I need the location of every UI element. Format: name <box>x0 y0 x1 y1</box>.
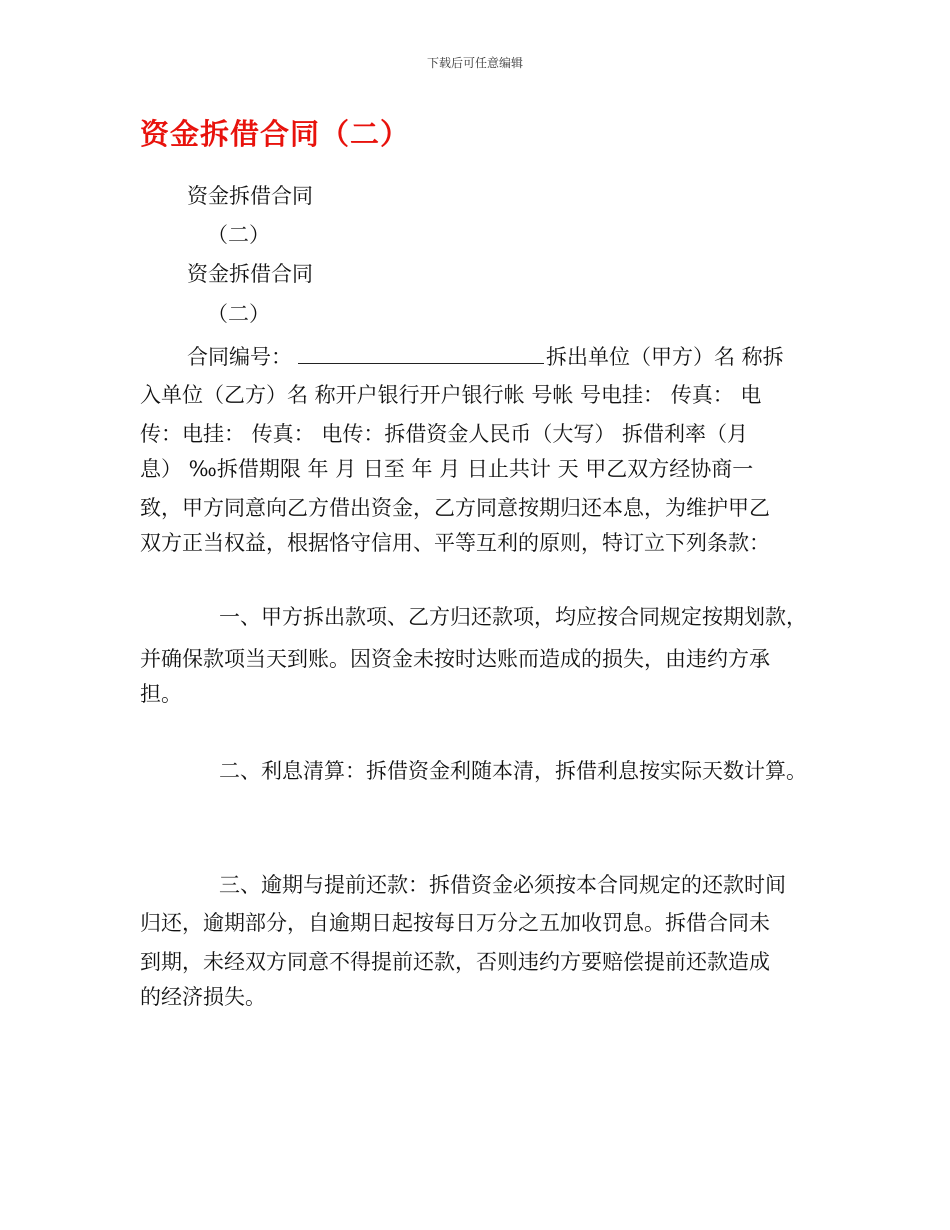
intro-line-2: 入单位（乙方）名 称开户银行开户银行帐 号帐 号电挂： 传真： 电 <box>140 383 762 407</box>
subheading: （二） <box>207 223 270 247</box>
subheading: （二） <box>207 302 270 326</box>
intro-line-5: 致，甲方同意向乙方借出资金，乙方同意按期归还本息，为维护甲乙 <box>140 496 770 520</box>
contract-number-label: 合同编号： <box>187 345 292 369</box>
clause-3-line-4: 的经济损失。 <box>140 985 266 1009</box>
intro-line-1-rest: 拆出单位（甲方）名 称拆 <box>546 345 784 369</box>
clause-1-line-2: 并确保款项当天到账。因资金未按时达账而造成的损失，由违约方承 <box>140 647 770 671</box>
clause-3-line-2: 归还，逾期部分，自逾期日起按每日万分之五加收罚息。拆借合同未 <box>140 911 770 935</box>
intro-line-3: 传：电挂： 传真： 电传：拆借资金人民币（大写） 拆借利率（月 <box>140 422 749 446</box>
intro-line-4: 息） ‰拆借期限 年 月 日至 年 月 日止共计 天 甲乙双方经协商一 <box>140 457 754 481</box>
subheading: 资金拆借合同 <box>187 184 313 208</box>
subheading: 资金拆借合同 <box>187 262 313 286</box>
clause-2-line-1: 二、利息清算：拆借资金利随本清，拆借利息按实际天数计算。 <box>219 759 807 783</box>
clause-1-line-1: 一、甲方拆出款项、乙方归还款项，均应按合同规定按期划款， <box>219 605 807 629</box>
clause-3-line-1: 三、逾期与提前还款：拆借资金必须按本合同规定的还款时间 <box>219 873 786 897</box>
document-title: 资金拆借合同（二） <box>140 117 411 151</box>
clause-1-line-3: 担。 <box>140 682 182 706</box>
intro-line-6: 双方正当权益，根据恪守信用、平等互利的原则，特订立下列条款： <box>140 531 770 555</box>
clause-3-line-3: 到期，未经双方同意不得提前还款，否则违约方要赔偿提前还款造成 <box>140 950 770 974</box>
page-header-note: 下载后可任意编辑 <box>426 56 523 70</box>
intro-line-1 <box>187 346 784 368</box>
contract-number-blank <box>298 346 544 364</box>
